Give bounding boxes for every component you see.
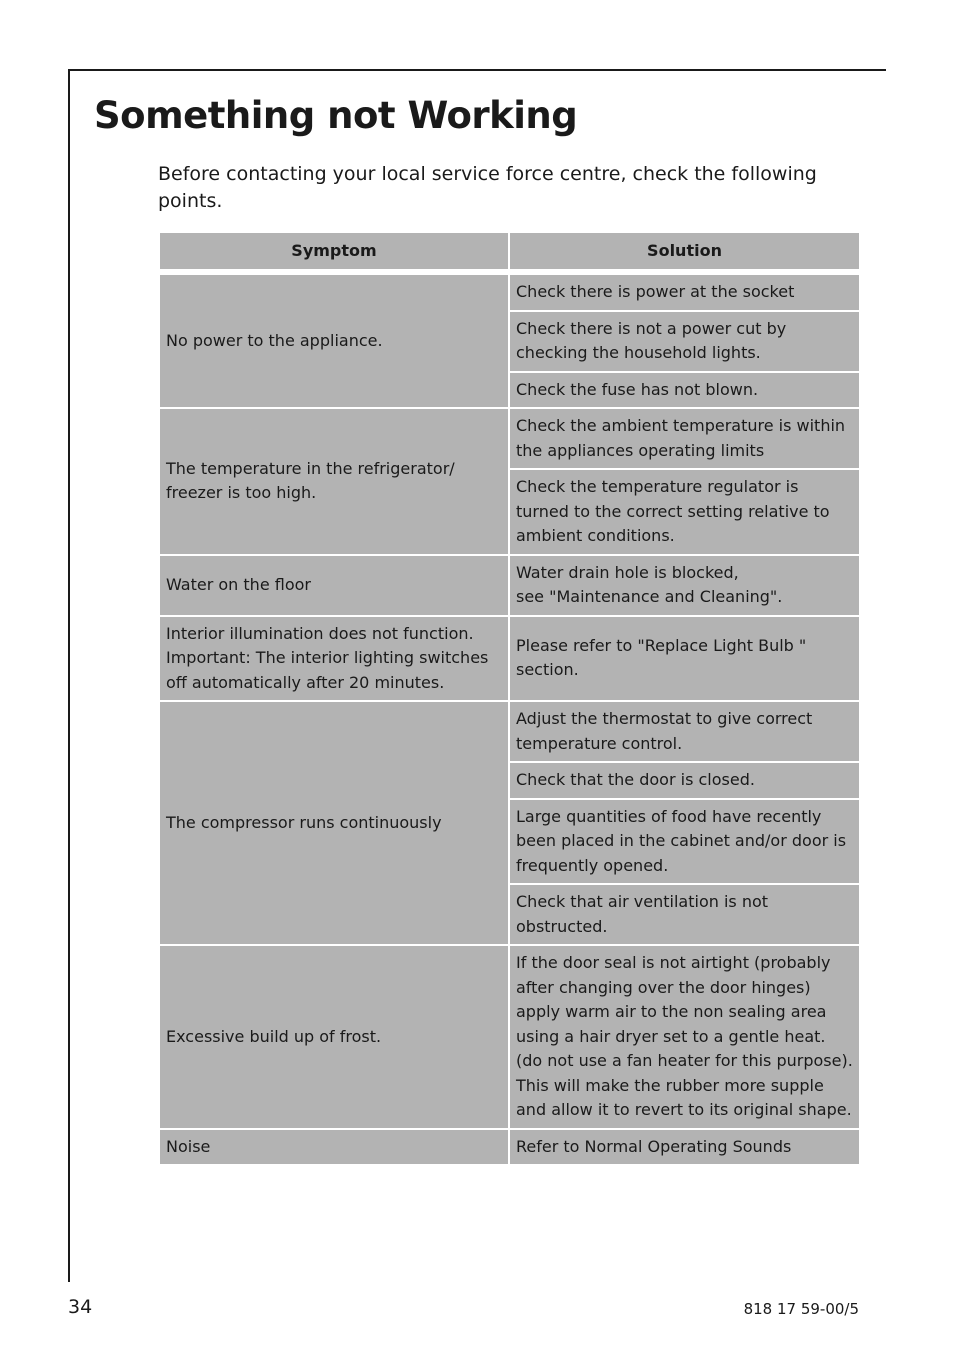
top-rule xyxy=(68,69,886,71)
symptom-cell: The compressor runs continuously xyxy=(159,701,509,945)
document-code: 818 17 59-00/5 xyxy=(743,1300,859,1318)
solution-cell: Check that air ventilation is not obstructed. xyxy=(509,884,860,945)
symptom-cell: The temperature in the refrigerator/ freezer is too high. xyxy=(159,408,509,555)
left-rule xyxy=(68,69,70,1282)
solution-cell: Check the ambient temperature is within the appliances operating limits xyxy=(509,408,860,469)
symptom-cell: Excessive build up of frost. xyxy=(159,945,509,1129)
table-row xyxy=(159,616,860,702)
solution-cell: If the door seal is not airtight (probably after changing over the door hinges) apply warm air to the non sealing area using a hair dryer set to a gentle heat. (do not use a fan heater for this purpose). This will make the rubber more supple and allow it to revert to its original shape. xyxy=(509,945,860,1129)
table-header-row xyxy=(159,232,860,272)
table-row xyxy=(159,1129,860,1166)
solution-cell: Adjust the thermostat to give correct temperature control. xyxy=(509,701,860,762)
symptom-cell: Noise xyxy=(159,1129,509,1166)
solution-header: Solution xyxy=(509,232,860,272)
table-row xyxy=(159,272,860,311)
solution-cell: Check there is not a power cut by checking the household lights. xyxy=(509,311,860,372)
solution-cell: Check the fuse has not blown. xyxy=(509,372,860,409)
troubleshooting-table xyxy=(158,231,861,1166)
table-row xyxy=(159,555,860,616)
solution-cell: Refer to Normal Operating Sounds xyxy=(509,1129,860,1166)
solution-cell: Please refer to "Replace Light Bulb " section. xyxy=(509,616,860,702)
table-row xyxy=(159,701,860,762)
solution-cell: Water drain hole is blocked, see "Maintenance and Cleaning". xyxy=(509,555,860,616)
page-number: 34 xyxy=(68,1296,93,1318)
symptom-cell: No power to the appliance. xyxy=(159,272,509,408)
solution-cell: Large quantities of food have recently been placed in the cabinet and/or door is frequently opened. xyxy=(509,799,860,885)
solution-cell: Check there is power at the socket xyxy=(509,272,860,311)
symptom-cell: Interior illumination does not function. Important: The interior lighting switches off automatically after 20 minutes. xyxy=(159,616,509,702)
page-title: Something not Working xyxy=(94,94,578,137)
table-row xyxy=(159,945,860,1129)
solution-cell: Check the temperature regulator is turned to the correct setting relative to ambient conditions. xyxy=(509,469,860,555)
table-row xyxy=(159,408,860,469)
intro-text: Before contacting your local service force centre, check the following points. xyxy=(158,163,817,212)
solution-cell: Check that the door is closed. xyxy=(509,762,860,799)
symptom-header: Symptom xyxy=(159,232,509,272)
symptom-cell: Water on the floor xyxy=(159,555,509,616)
